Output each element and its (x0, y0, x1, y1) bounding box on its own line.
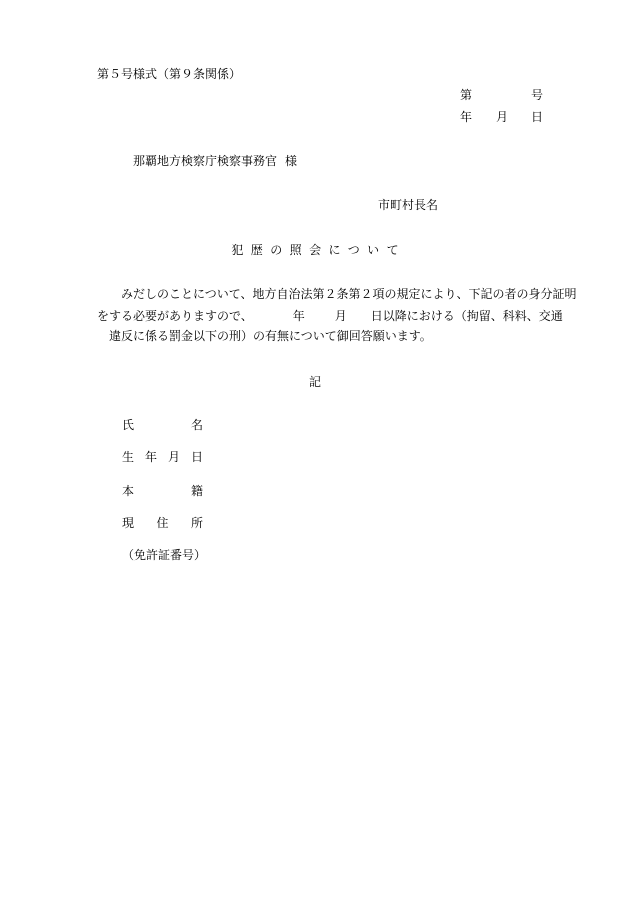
field-address-char-1: 現 (122, 516, 135, 530)
field-domicile-label (122, 485, 203, 497)
field-name-char-2: 名 (190, 418, 203, 432)
field-birthdate-char-3: 月 (167, 450, 180, 464)
reference-number-suffix: 号 (531, 88, 544, 102)
field-name-char-1: 氏 (122, 418, 135, 432)
document-title: 犯歴の照会について (231, 243, 407, 257)
field-name-label (122, 419, 203, 431)
reference-number-prefix: 第 (460, 88, 473, 102)
field-domicile-char-2: 籍 (190, 484, 203, 498)
date-day-label: 日 (531, 110, 544, 124)
field-birthdate-char-1: 生 (122, 450, 135, 464)
body-line-2-year: 年 (292, 309, 305, 323)
field-domicile-char-1: 本 (122, 484, 135, 498)
field-address-label (122, 517, 203, 529)
addressee-honorific: 様 (285, 154, 298, 168)
date-year-label: 年 (460, 110, 473, 124)
body-line-2-text-b: 日以降における（拘留、科料、交通 (370, 309, 563, 323)
body-line-3 (97, 330, 432, 342)
field-birthdate-char-4: 日 (190, 450, 203, 464)
body-line-1 (97, 288, 577, 300)
body-line-2 (97, 310, 563, 322)
field-license-number-label: （免許証番号） (122, 548, 207, 562)
field-address-char-3: 所 (190, 516, 203, 530)
form-number: 第５号様式（第９条関係） (97, 67, 242, 81)
body-line-2-month: 月 (334, 309, 347, 323)
field-birthdate-label (122, 451, 203, 463)
sender-name: 市町村長名 (378, 198, 439, 212)
ki-heading: 記 (308, 375, 321, 389)
addressee-name: 那覇地方検察庁検察事務官 (133, 154, 278, 168)
body-line-2-text-a: をする必要がありますので、 (97, 309, 253, 323)
date-month-label: 月 (496, 110, 509, 124)
body-line-1-text: みだしのことについて、地方自治法第２条第２項の規定により、下記の者の身分証明 (121, 287, 577, 301)
field-address-char-2: 住 (156, 516, 169, 530)
body-line-3-text: 違反に係る罰金以下の刑）の有無について御回答願います。 (109, 329, 432, 343)
field-birthdate-char-2: 年 (144, 450, 157, 464)
